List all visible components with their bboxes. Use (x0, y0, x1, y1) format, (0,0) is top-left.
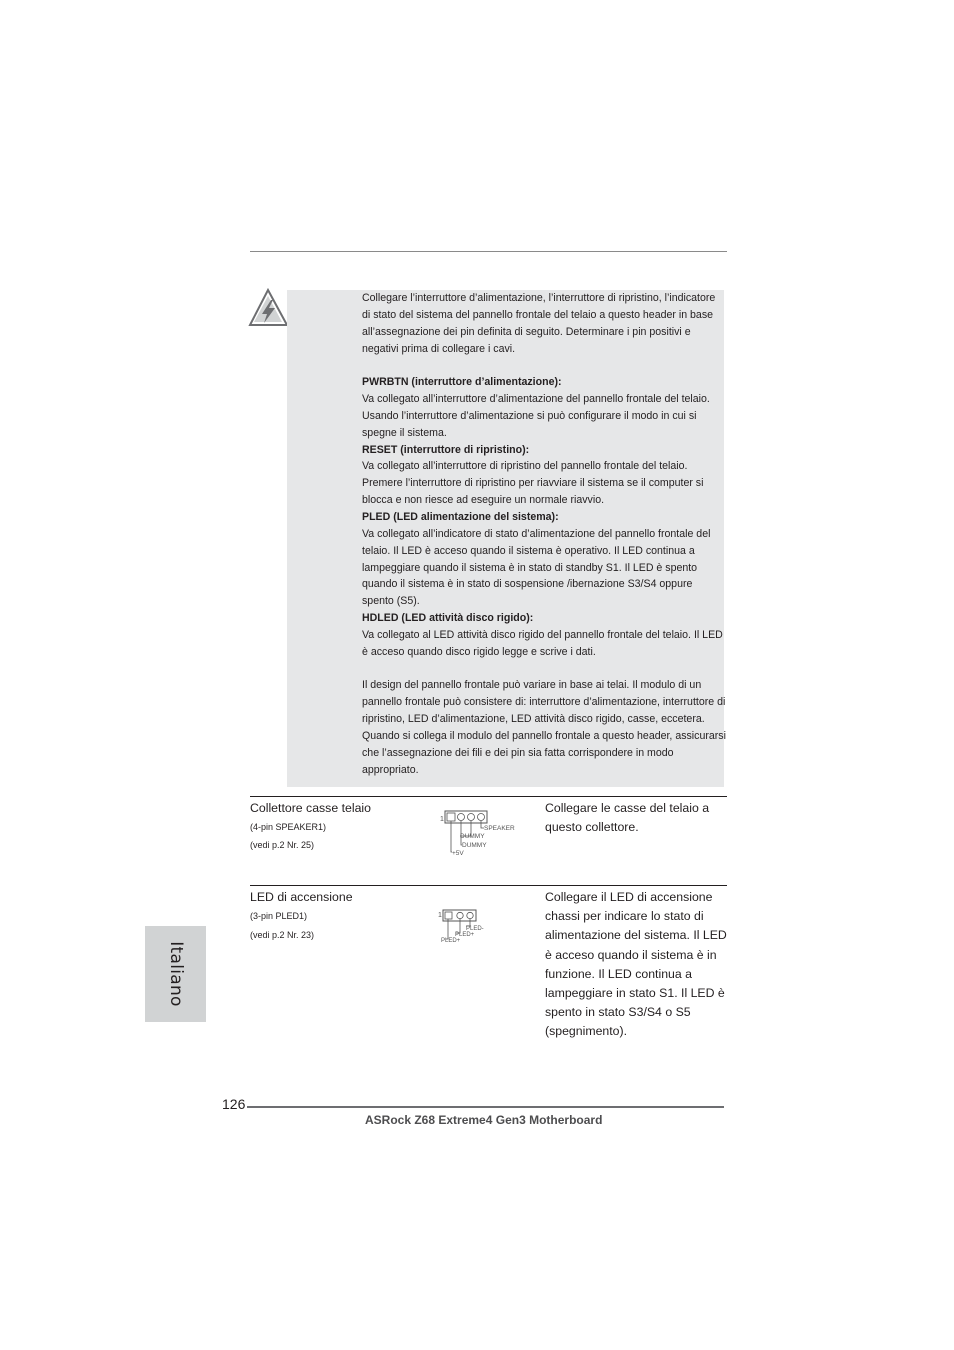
footer-text: ASRock Z68 Extreme4 Gen3 Motherboard (365, 1113, 603, 1127)
speaker-label-dummy-2: DUMMY (462, 842, 487, 849)
speaker-pin-3 (468, 814, 475, 821)
speaker-desc: Collegare le casse del telaio a questo collettore. (545, 801, 710, 835)
pled-pin1-label: 1 (438, 912, 442, 919)
led-title: LED di accensione (250, 890, 353, 904)
hdled-text: Va collegato al LED attività disco rigido del pannello frontale del telaio. Il LED è acceso quando disco rigido legge e scrive i dati. (362, 628, 723, 658)
speaker-label-dummy-1: DUMMY (460, 833, 485, 840)
warning-triangle-icon (248, 288, 290, 328)
led-ref: (vedi p.2 Nr. 23) (250, 930, 315, 940)
speaker-pin-4 (478, 814, 485, 821)
pled-label-plus-2: PLED+ (441, 938, 461, 944)
speaker-title: Collettore casse telaio (250, 801, 371, 815)
speaker-wire-1 (451, 821, 452, 852)
design-note: Il design del pannello frontale può variare in base ai telai. Il modulo di un pannello frontale può consistere di: interruttore d’alimentazione, interruttore di ripristino, LED d’alimentazione, LED attività disco rigido, casse, eccetera. Quando si collega il modulo del pannello frontale a questo header, assicurarsi che l’assegnazione dei fili e dei pin sia fatta corrispondere in modo appropriato. (362, 679, 726, 776)
pled-pin-1 (445, 912, 452, 919)
pled-pin-2 (457, 912, 463, 918)
pled-label-plus-1: PLED+ (455, 932, 475, 938)
speaker-header-diagram (438, 808, 518, 860)
pwrbtn-text: Va collegato all’interruttore d’alimentazione del pannello frontale del telaio. Usando l’interruttore d’alimentazione si può configurare il modo in cui si spegne il sistema. (362, 393, 710, 439)
pled-text: Va collegato all’indicatore di stato d’alimentazione del pannello frontale del telaio. Il LED è acceso quando il sistema è operativo. Il LED continua a lampeggiare quando il sistema è in stato di standby S1. Il LED è spento quando il sistema è in stato di sospensione /ibernazione S3/S4 oppure spento (S5). (362, 527, 711, 608)
reset-text: Va collegato all’interruttore di ripristino del pannello frontale del telaio. Premere l’interruttore di ripristino per riavviare il sistema se il computer si blocca e non riesce ad eseguire un normale riavvio. (362, 460, 704, 507)
speaker-pin-1 (447, 813, 455, 821)
led-pins: (3-pin PLED1) (250, 911, 308, 921)
pwrbtn-title: PWRBTN (interruttore d’alimentazione): (362, 376, 562, 389)
speaker-pin-2 (458, 814, 465, 821)
reset-title: RESET (interruttore di ripristino): (362, 443, 530, 456)
pled-pin-3 (467, 912, 473, 918)
speaker-label-speaker: SPEAKER (484, 825, 515, 832)
page-number: 126 (222, 1096, 246, 1112)
footer-rule (247, 1106, 724, 1108)
led-desc: Collegare il LED di accensione chassi per indicare lo stato di alimentazione del sistema. Il LED è acceso quando il sistema è in funzione. Il LED continua a lampeggiare in stato S1. Il LED è spento in stato S3/S4 o S5 (spegnimento). (545, 890, 727, 1039)
speaker-top-rule (250, 796, 727, 797)
speaker-pin1-label: 1 (440, 816, 444, 823)
language-tab-label: Italiano (165, 941, 186, 1007)
pled-wire-1 (446, 919, 448, 939)
hdled-title: HDLED (LED attività disco rigido): (362, 612, 534, 625)
speaker-ref: (vedi p.2 Nr. 25) (250, 840, 315, 850)
warning-text (362, 290, 726, 778)
pled-title: PLED (LED alimentazione del sistema): (362, 510, 559, 523)
language-tab (145, 926, 206, 1022)
pled-header-diagram (436, 906, 496, 946)
led-top-rule (250, 885, 727, 886)
pled-label-minus: PLED- (466, 926, 484, 932)
warning-intro: Collegare l’interruttore d’alimentazione, l’interruttore di ripristino, l’indicatore di stato del sistema del pannello frontale del telaio a questo header in base all’assegnazione dei pin definita di seguito. Determinare i pin positivi e negativi prima di collegare i cavi. (362, 292, 716, 355)
speaker-pins: (4-pin SPEAKER1) (250, 822, 327, 832)
top-rule (250, 251, 727, 252)
speaker-label-5v: +5V (452, 850, 464, 857)
